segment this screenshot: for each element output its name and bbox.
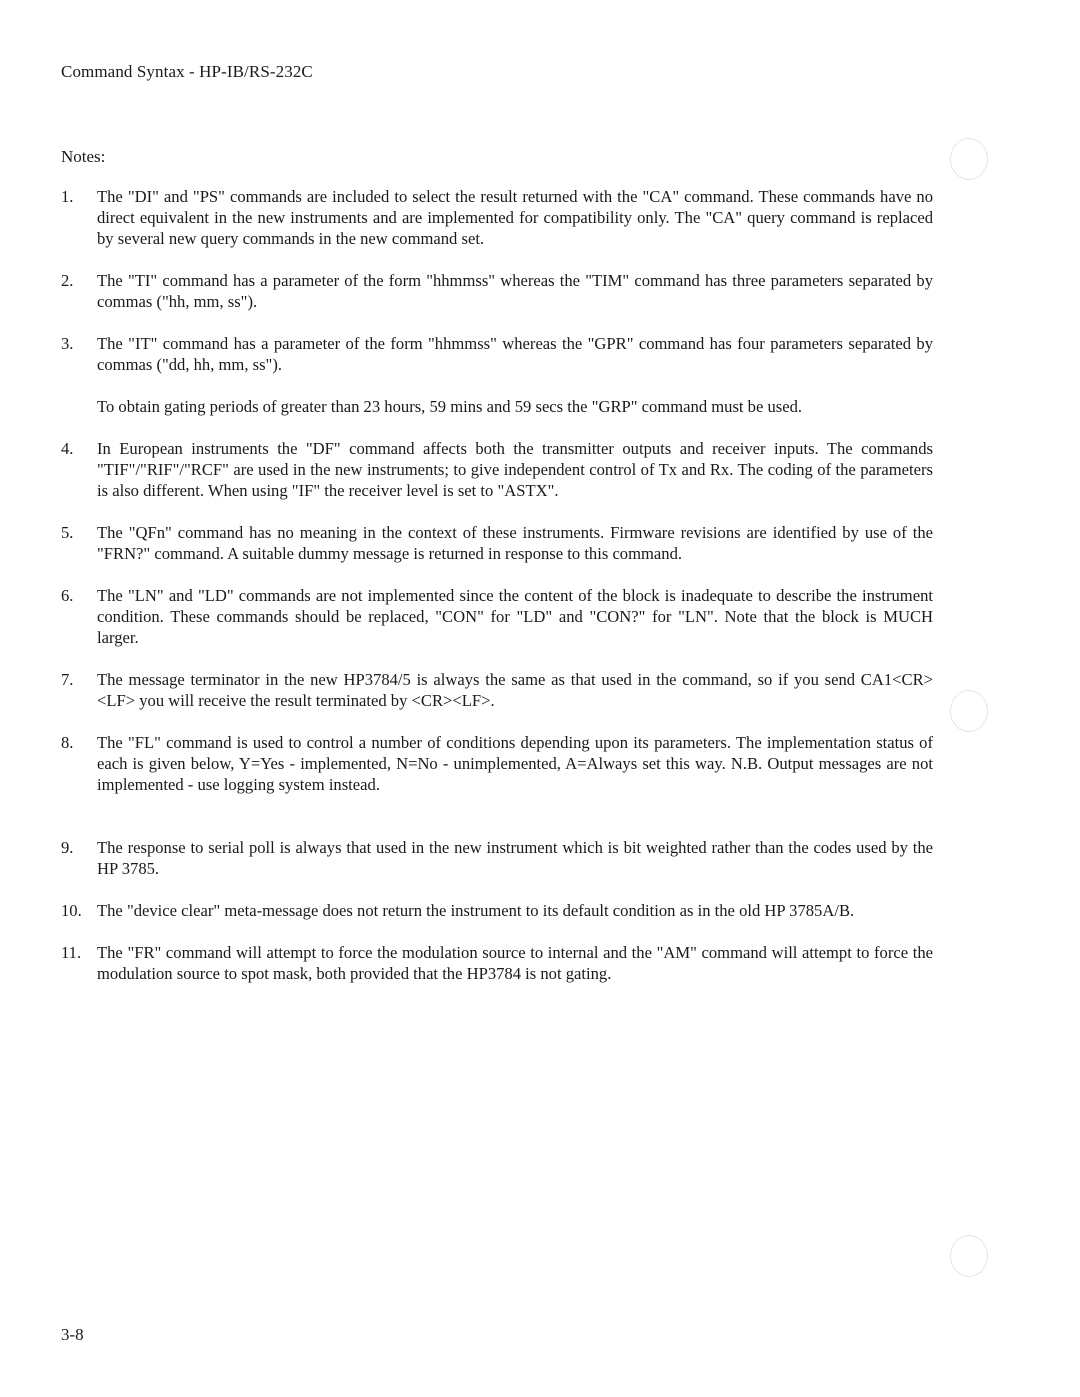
page-number: 3-8 (61, 1325, 84, 1344)
punch-hole-mark (950, 1235, 988, 1277)
note-6 (61, 585, 933, 648)
note-text: The "device clear" meta-message does not return the instrument to its default condition as in the old HP 3785A/B. (97, 901, 855, 920)
note-number: 8. (61, 733, 74, 752)
note-number: 1. (61, 187, 74, 206)
note-8 (61, 732, 933, 795)
note-9 (61, 837, 933, 879)
punch-hole-mark (950, 138, 988, 180)
note-4 (61, 438, 933, 501)
note-number: 3. (61, 334, 74, 353)
note-text: The message terminator in the new HP3784/5 is always the same as that used in the command, so if you send CA1<CR><LF> you will receive the result terminated by <CR><LF>. (97, 670, 933, 710)
notes-heading: Notes: (61, 147, 106, 166)
note-text: The "DI" and "PS" commands are included to select the result returned with the "CA" command. These commands have no direct equivalent in the new instruments and are implemented for compatibility only. The "CA" query command is replaced by several new query commands in the new command set. (97, 187, 933, 248)
note-text: The "QFn" command has no meaning in the context of these instruments. Firmware revisions are identified by use of the "FRN?" command. A suitable dummy message is returned in response to this command. (97, 523, 933, 563)
note-text: The "IT" command has a parameter of the form "hhmmss" whereas the "GPR" command has four parameters separated by commas ("dd, hh, mm, ss"). (97, 334, 933, 374)
note-10 (61, 900, 933, 921)
note-number: 5. (61, 523, 74, 542)
note-number: 9. (61, 838, 74, 857)
note-number: 4. (61, 439, 74, 458)
note-number: 2. (61, 271, 74, 290)
note-1 (61, 186, 933, 249)
note-text: The "FR" command will attempt to force the modulation source to internal and the "AM" command will attempt to force the modulation source to spot mask, both provided that the HP3784 is not gating. (97, 943, 933, 983)
note-number: 7. (61, 670, 74, 689)
note-text: The "LN" and "LD" commands are not implemented since the content of the block is inadequate to describe the instrument condition. These commands should be replaced, "CON" for "LD" and "CON?" for "LN". Note that the block is MUCH larger. (97, 586, 933, 647)
note-2 (61, 270, 933, 312)
running-header: Command Syntax - HP-IB/RS-232C (61, 62, 313, 81)
note-number: 11. (61, 943, 82, 962)
note-text: In European instruments the "DF" command affects both the transmitter outputs and receiver inputs. The commands "TIF"/"RIF"/"RCF" are used in the new instruments; to give independent control of Tx and Rx. The coding of the parameters is also different. When using "IF" the receiver level is set to "ASTX". (97, 439, 933, 500)
note-text: The "TI" command has a parameter of the form "hhmmss" whereas the "TIM" command has three parameters separated by commas ("hh, mm, ss"). (97, 271, 933, 311)
note-11 (61, 942, 933, 984)
note-5 (61, 522, 933, 564)
punch-hole-mark (950, 690, 988, 732)
note-text: The response to serial poll is always that used in the new instrument which is bit weighted rather than the codes used by the HP 3785. (97, 838, 933, 878)
note-extra-text: To obtain gating periods of greater than 23 hours, 59 mins and 59 secs the "GRP" command must be used. (97, 397, 803, 416)
note-number: 10. (61, 901, 82, 920)
note-7 (61, 669, 933, 711)
note-text: The "FL" command is used to control a number of conditions depending upon its parameters. The implementation status of each is given below, Y=Yes - implemented, N=No - unimplemented, A=Always set this way. N.B. Output messages are not implemented - use logging system instead. (97, 733, 933, 794)
note-3 (61, 333, 933, 417)
notes-list (61, 186, 933, 1005)
note-number: 6. (61, 586, 74, 605)
